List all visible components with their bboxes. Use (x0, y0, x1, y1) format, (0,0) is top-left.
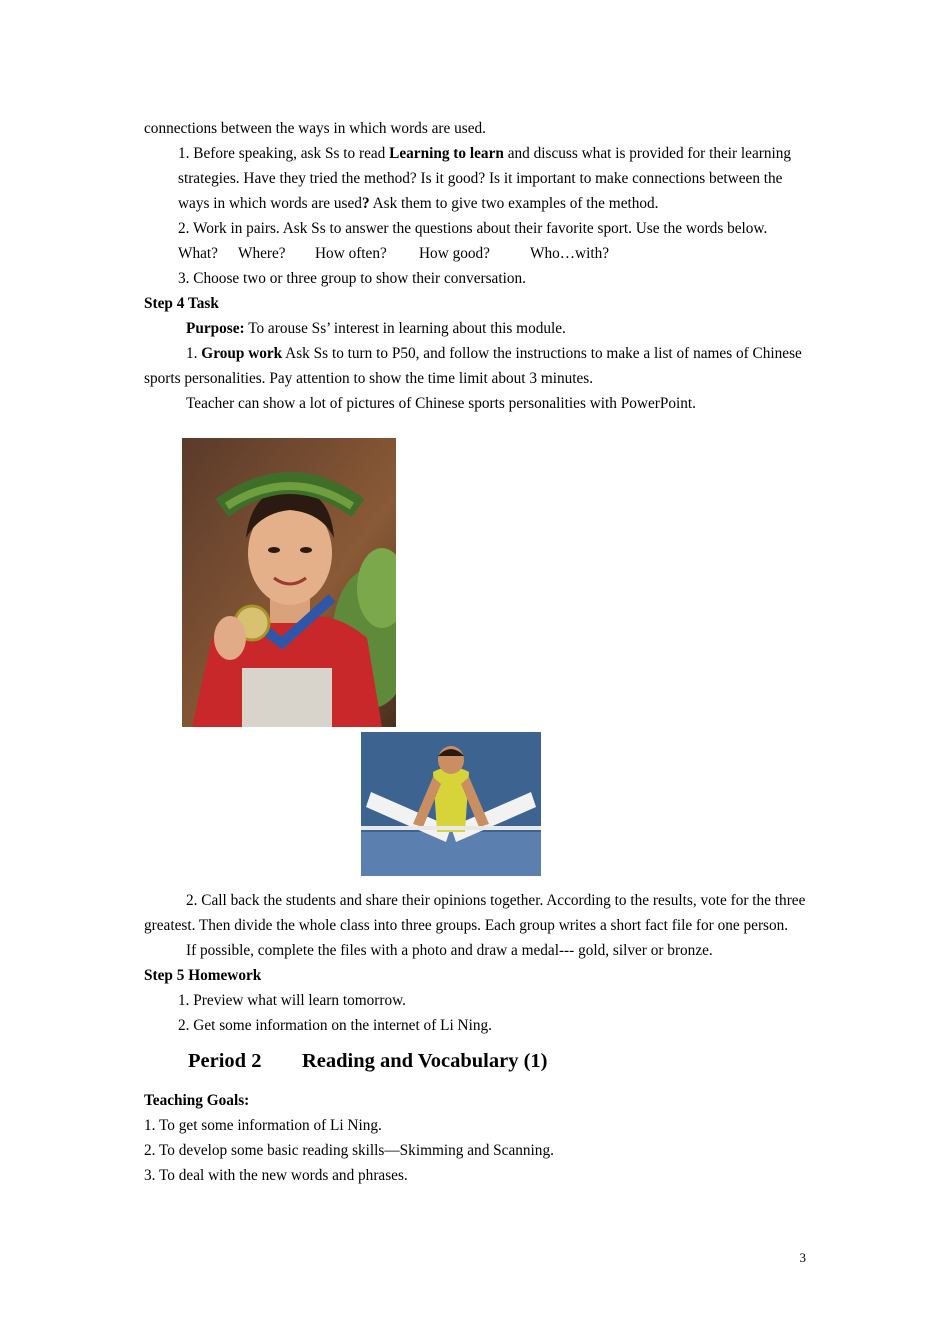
purpose-text: To arouse Ss’ interest in learning about this module. (244, 320, 566, 337)
group-work-text: Ask Ss to turn to P50, and follow the instructions to make a list of names of Chinese sports personalities. Pay attention to show the time limit about 3 minutes. (144, 345, 802, 387)
paragraph-continuation: connections between the ways in which words are used. (144, 120, 486, 137)
group-work-paragraph (144, 341, 808, 391)
step4-possible-note: If possible, complete the files with a photo and draw a medal--- gold, silver or bronze. (186, 942, 713, 959)
question-words-row (144, 241, 808, 266)
homework-item-1: 1. Preview what will learn tomorrow. (178, 992, 406, 1009)
teaching-goals-heading: Teaching Goals: (144, 1092, 250, 1109)
page-number: 3 (799, 1250, 806, 1265)
purpose-line (144, 316, 808, 341)
question-word: How good? (419, 245, 490, 262)
item1-post: and discuss what is provided for their learning strategies. Have they tried the method? Is it good? Is it important to make connections between the ways in which words are used (178, 145, 792, 212)
item1-number: 1. (186, 345, 202, 362)
goal-item: 1. To get some information of Li Ning. (144, 1117, 382, 1134)
page-body-bottom (144, 888, 808, 1188)
goal-item: 3. To deal with the new words and phrases. (144, 1167, 408, 1184)
gymnast-photo-graphic (361, 732, 541, 876)
step5-heading: Step 5 Homework (144, 967, 262, 984)
item1-pre: 1. Before speaking, ask Ss to read (178, 145, 390, 162)
item1-qmark: ? (361, 195, 370, 212)
paragraph-item-1 (144, 141, 808, 216)
page-body-top (144, 116, 808, 416)
photo-table-tennis-champion (182, 438, 396, 727)
step4-item-2: 2. Call back the students and share their opinions together. According to the results, vote for the three greatest. Then divide the whole class into three groups. Each group writes a short fact file for one person. (144, 892, 806, 934)
goal-item: 2. To develop some basic reading skills—Skimming and Scanning. (144, 1142, 554, 1159)
period-title: Reading and Vocabulary (1) (302, 1050, 548, 1072)
learning-to-learn-bold: Learning to learn (389, 145, 504, 162)
question-word: Who…with? (530, 245, 610, 262)
question-word: How often? (315, 245, 387, 262)
purpose-label: Purpose: (186, 320, 245, 337)
homework-item-2: 2. Get some information on the internet of Li Ning. (178, 1017, 492, 1034)
question-word: Where? (238, 245, 286, 262)
question-word: What? (178, 245, 218, 262)
group-work-bold: Group work (201, 345, 283, 362)
athlete-medal-photo-graphic (182, 438, 396, 727)
teacher-note: Teacher can show a lot of pictures of Chinese sports personalities with PowerPoint. (186, 395, 696, 412)
period-number: Period 2 (188, 1050, 262, 1072)
paragraph-item-3: 3. Choose two or three group to show their conversation. (178, 270, 526, 287)
step4-heading: Step 4 Task (144, 295, 219, 312)
item1-tail: Ask them to give two examples of the method. (369, 195, 659, 212)
period-heading (144, 1046, 808, 1076)
paragraph-item-2: 2. Work in pairs. Ask Ss to answer the questions about their favorite sport. Use the words below. (178, 220, 768, 237)
photo-gymnast (361, 732, 541, 876)
